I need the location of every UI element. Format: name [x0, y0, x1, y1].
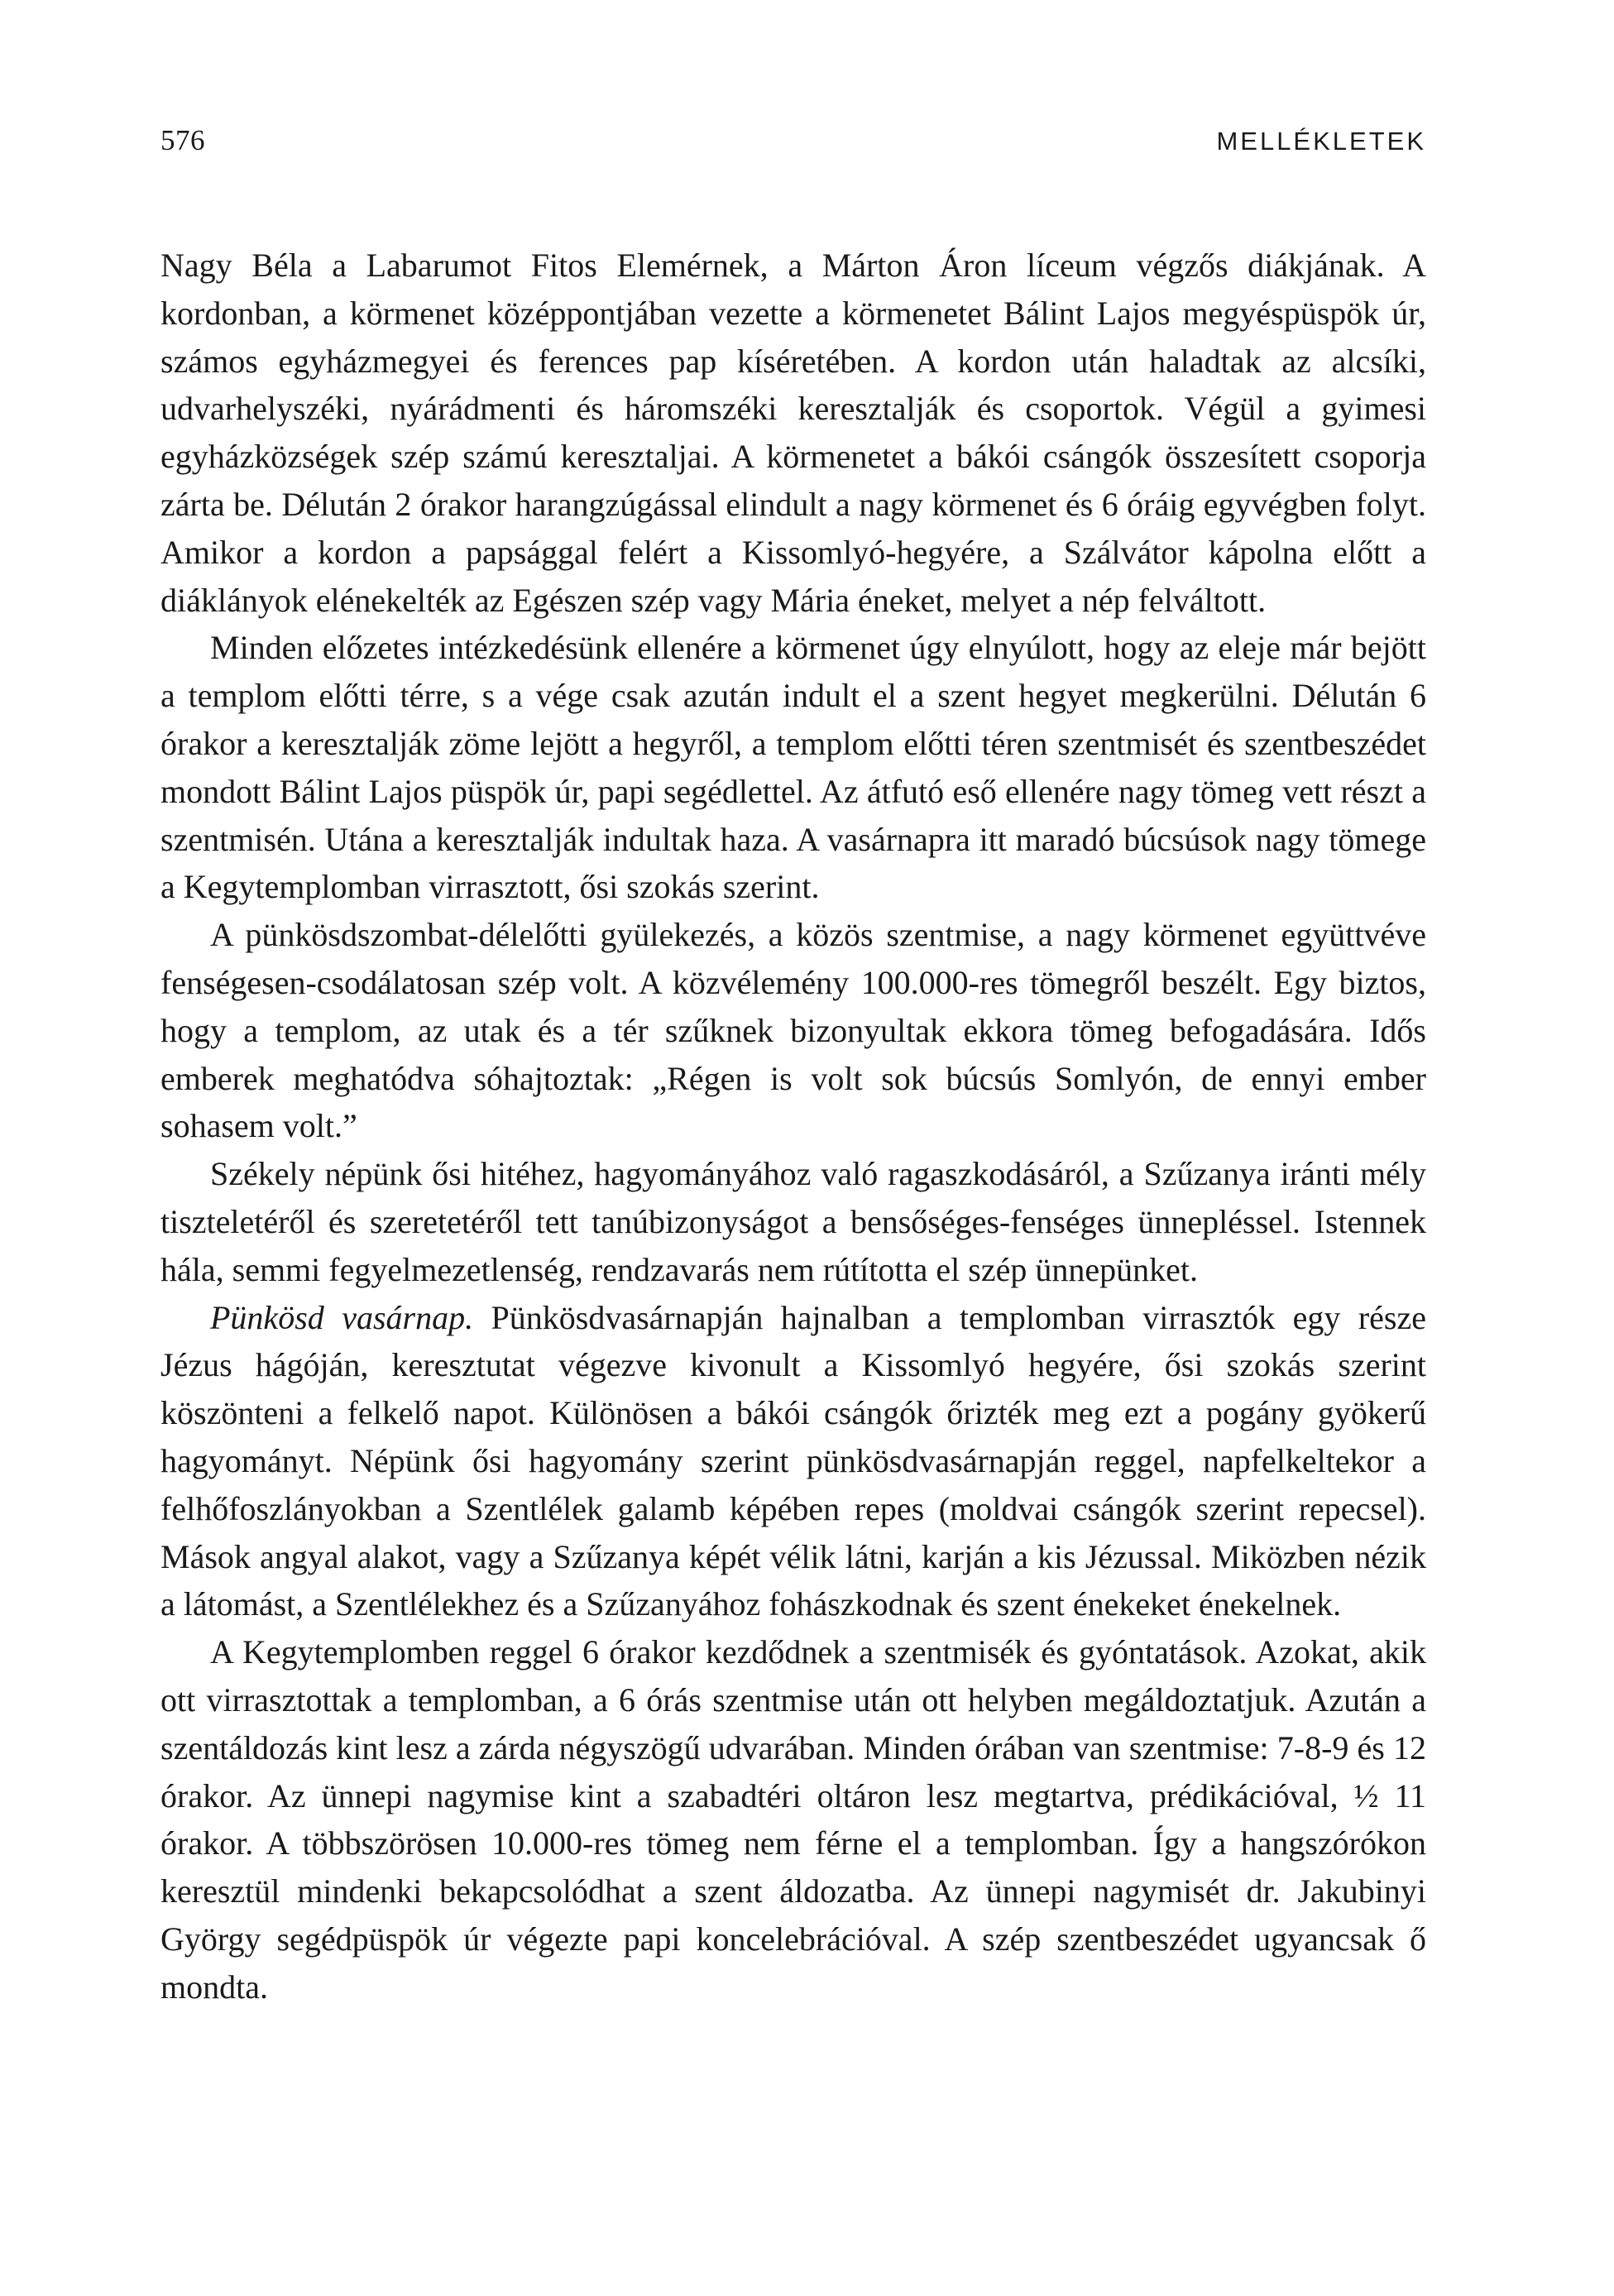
page-number: 576 — [160, 124, 205, 156]
paragraph — [160, 1294, 1426, 1629]
running-head — [160, 124, 1426, 167]
paragraph — [160, 1150, 1426, 1293]
paragraph — [160, 911, 1426, 1150]
page — [160, 124, 1426, 2011]
paragraph-text: Pünkösdvasárnapján hajnalban a templomban virrasztók egy része Jézus hágóján, keresztutat végezve kivonult a Kissomlyó hegyére, ősi szokás szerint köszönteni a felkelő napot. Különösen a bákói csángók őrizték meg ezt a pogány gyökerű hagyományt. Népünk ősi hagyomány szerint pünkösdvasárnapján reggel, napfelkeltekor a felhőfoszlányokban a Szentlélek galamb képében repes (moldvai csángók szerint repecsel). Mások angyal alakot, vagy a Szűzanya képét vélik látni, karján a kis Jézussal. Miközben nézik a látomást, a Szentlélekhez és a Szűzanyához fohászkodnak és szent énekeket énekelnek. — [160, 1298, 1427, 1623]
paragraph-text: A Kegytemplomben reggel 6 órakor kezdődnek a szentmisék és gyóntatások. Azokat, akik ott virrasztottak a templomban, a 6 órás szentmise után ott helyben megáldoztatjuk. Azután a szentáldozás kint lesz a zárda négyszögű udvarában. Minden órában van szentmise: 7-8-9 és 12 órakor. Az ünnepi nagymise kint a szabadtéri oltáron lesz megtartva, prédikációval, ½ 11 órakor. A többszörösen 10.000-res tömeg nem férne el a templomban. Így a hangszórókon keresztül mindenki bekapcsolódhat a szent áldozatba. Az ünnepi nagymisét dr. Jakubinyi György segédpüspök úr végezte papi koncelebrációval. A szép szentbeszédet ugyancsak ő mondta. — [160, 1633, 1426, 2006]
paragraph — [160, 1628, 1426, 2011]
paragraph-text: Nagy Béla a Labarumot Fitos Elemérnek, a Márton Áron líceum végzős diákjának. A kordonban, a körmenet középpontjában vezette a körmenetet Bálint Lajos megyéspüspök úr, számos egyházmegyei és ferences pap kíséretében. A kordon után haladtak az alcsíki, udvarhelyszéki, nyárádmenti és háromszéki keresztalják és csoportok. Végül a gyimesi egyházközségek szép számú keresztaljai. A körmenetet a bákói csángók összesített csoporja zárta be. Délután 2 órakor harangzúgással elindult a nagy körmenet és 6 óráig egyvégben folyt. Amikor a kordon a papsággal felért a Kissomlyó-hegyére, a Szálvátor kápolna előtt a diáklányok elénekelték az Egészen szép vagy Mária éneket, melyet a nép felváltott. — [160, 247, 1426, 619]
section-title: MELLÉKLETEK — [1216, 127, 1426, 156]
body-text — [160, 242, 1426, 2011]
paragraph-text: Székely népünk ősi hitéhez, hagyományához való ragaszkodásáról, a Szűzanya iránti mély tiszteletéről és szeretetéről tett tanúbizonyságot a bensőséges-fenséges ünnepléssel. Istennek hála, semmi fegyelmezetlenség, rendzavarás nem rútította el szép ünnepünket. — [160, 1155, 1426, 1288]
paragraph-lead-italic: Pünkösd vasárnap. — [210, 1298, 474, 1336]
paragraph-text: A pünkösdszombat-délelőtti gyülekezés, a közös szentmise, a nagy körmenet együttvéve fenségesen-csodálatosan szép volt. A közvélemény 100.000-res tömegről beszélt. Egy biztos, hogy a templom, az utak és a tér szűknek bizonyultak ekkora tömeg befogadására. Idős emberek meghatódva sóhajtoztak: „Régen is volt sok búcsús Somlyón, de ennyi ember sohasem volt.” — [160, 916, 1426, 1145]
paragraph — [160, 624, 1426, 911]
paragraph-text: Minden előzetes intézkedésünk ellenére a körmenet úgy elnyúlott, hogy az eleje már bejött a templom előtti térre, s a vége csak azután indult el a szent hegyet megkerülni. Délután 6 órakor a keresztalják zöme lejött a hegyről, a templom előtti téren szentmisét és szentbeszédet mondott Bálint Lajos püspök úr, papi segédlettel. Az átfutó eső ellenére nagy tömeg vett részt a szentmisén. Utána a keresztalják indultak haza. A vasárnapra itt maradó búcsúsok nagy tömege a Kegytemplomban virrasztott, ősi szokás szerint. — [160, 629, 1426, 906]
paragraph — [160, 242, 1426, 624]
